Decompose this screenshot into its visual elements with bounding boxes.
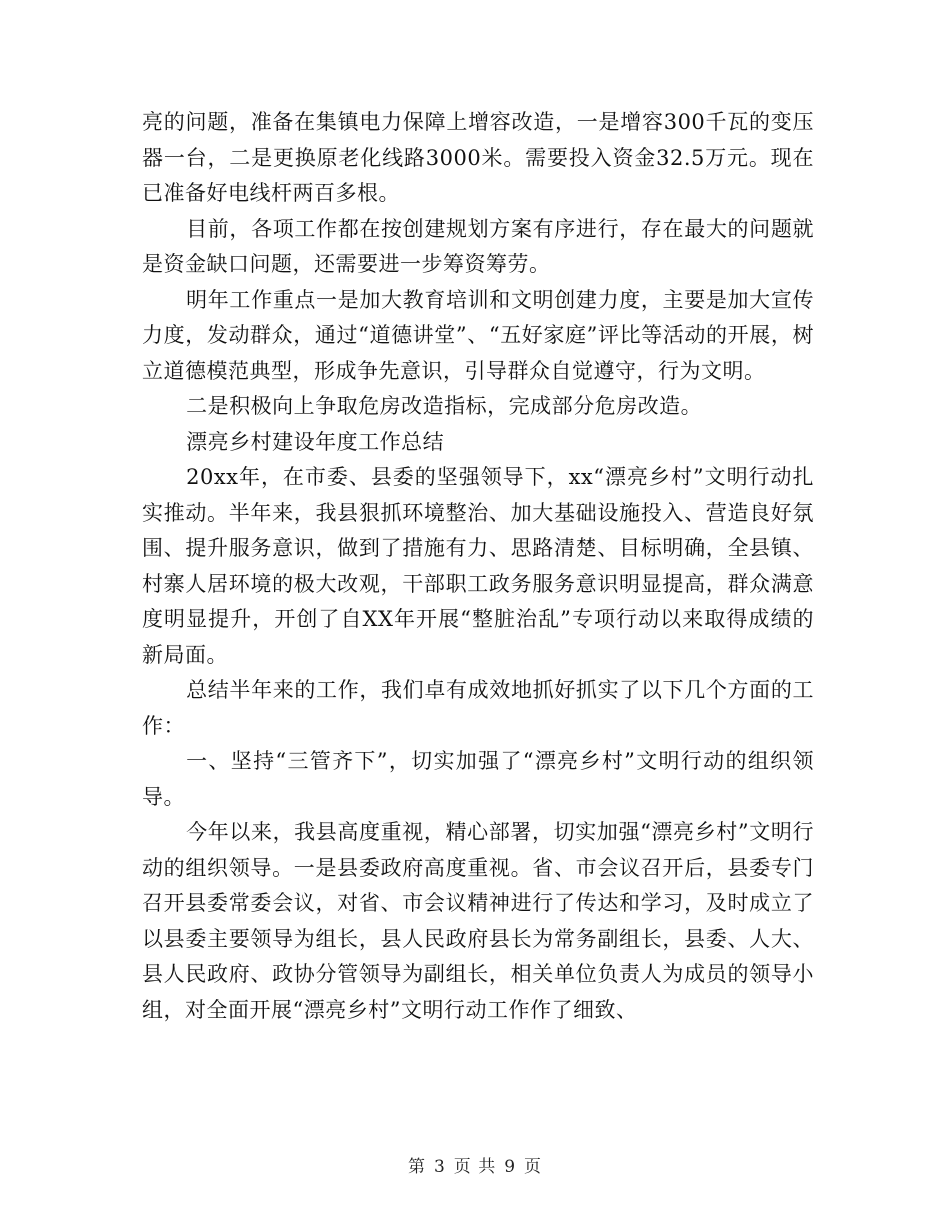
footer-suffix: 页 — [524, 1157, 543, 1177]
paragraph-2: 目前，各项工作都在按创建规划方案有序进行，存在最大的问题就是资金缺口问题，还需要进一步筹资筹劳。 — [142, 216, 814, 276]
paragraph-7: 一、坚持“三管齐下”，切实加强了“漂亮乡村”文明行动的组织领导。 — [142, 749, 814, 809]
footer-prefix: 第 — [407, 1157, 426, 1177]
paragraph-3: 明年工作重点一是加大教育培训和文明创建力度，主要是加大宣传力度，发动群众，通过“道德讲堂”、“五好家庭”评比等活动的开展，树立道德模范典型，形成争先意识，引导群众自觉遵守，行为文明。 — [142, 287, 814, 383]
section-title: 漂亮乡村建设年度工作总结 — [186, 429, 445, 454]
footer-page-number: 3 — [433, 1157, 446, 1177]
page-footer — [0, 1152, 950, 1177]
footer-total-pages: 9 — [504, 1157, 517, 1177]
footer-middle: 页 共 — [453, 1157, 497, 1177]
paragraph-5: 20xx年，在市委、县委的坚强领导下，xx“漂亮乡村”文明行动扎实推动。半年来，我县狠抓环境整治、加大基础设施投入、营造良好氛围、提升服务意识，做到了措施有力、思路清楚、目标明确，全县镇、村寨人居环境的极大改观，干部职工政务服务意识明显提高，群众满意度明显提升，开创了自XX年开展“整脏治乱”专项行动以来取得成绩的新局面。 — [142, 465, 814, 667]
paragraph-6: 总结半年来的工作，我们卓有成效地抓好抓实了以下几个方面的工作： — [142, 678, 814, 738]
paragraph-1: 亮的问题，准备在集镇电力保障上增容改造，一是增容300千瓦的变压器一台，二是更换原老化线路3000米。需要投入资金32.5万元。现在已准备好电线杆两百多根。 — [142, 110, 814, 205]
document-body — [142, 105, 814, 1028]
paragraph-4: 二是积极向上争取危房改造指标，完成部分危房改造。 — [186, 394, 703, 418]
paragraph-8: 今年以来，我县高度重视，精心部署，切实加强“漂亮乡村”文明行动的组织领导。一是县委政府高度重视。省、市会议召开后，县委专门召开县委常委会议，对省、市会议精神进行了传达和学习，及时成立了以县委主要领导为组长，县人民政府县长为常务副组长，县委、人大、县人民政府、政协分管领导为副组长，相关单位负责人为成员的领导小组，对全面开展“漂亮乡村”文明行动工作作了细致、 — [142, 820, 814, 1022]
